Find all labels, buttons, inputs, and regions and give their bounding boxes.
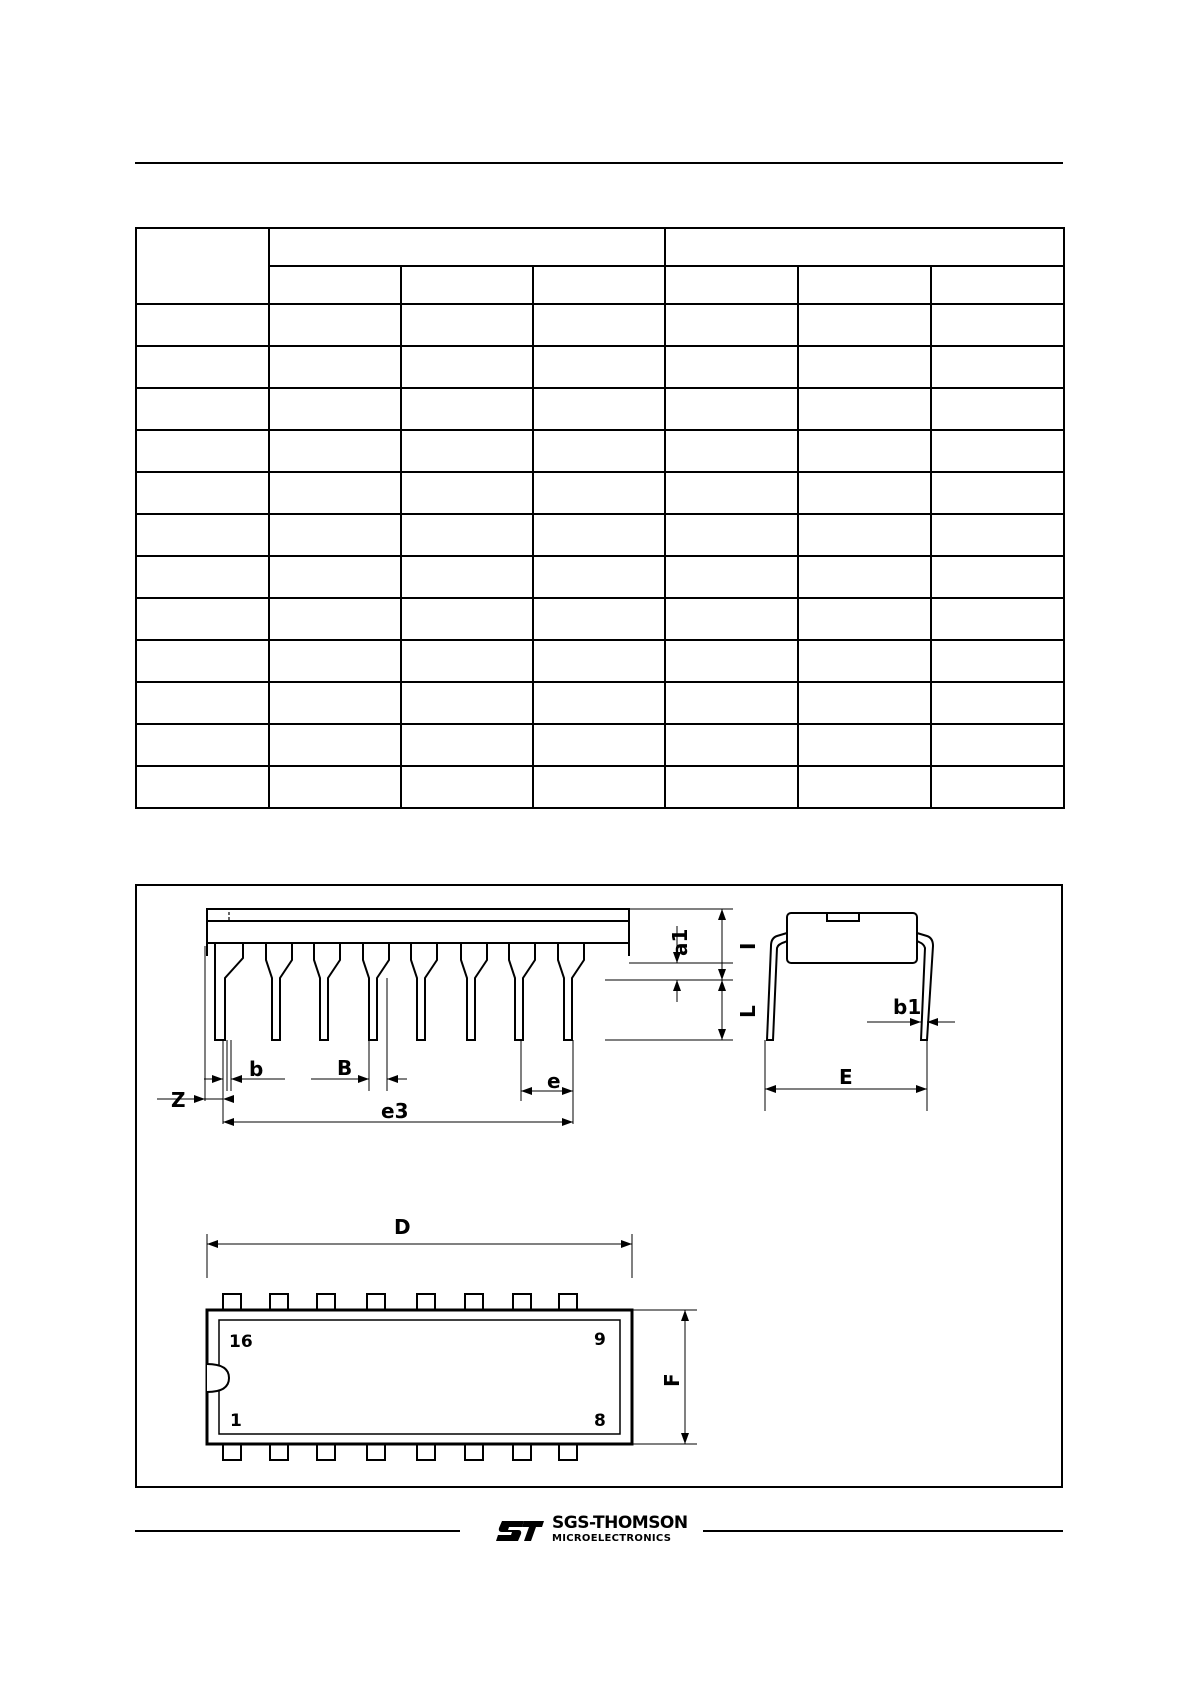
table-cell: [136, 514, 269, 556]
table-cell: [798, 682, 931, 724]
label-b1: b1: [893, 995, 922, 1019]
table-cell: [533, 388, 665, 430]
top-view-notch: [207, 1364, 229, 1392]
side-view-lead: [461, 943, 487, 1040]
table-row: [136, 388, 1064, 430]
table-cell: [665, 304, 798, 346]
side-view-lead: [509, 943, 535, 1040]
bottom-pad: [513, 1444, 531, 1460]
table-row: [136, 682, 1064, 724]
table-cell: [665, 388, 798, 430]
top-pad: [417, 1294, 435, 1310]
brand-subtitle: MICROELECTRONICS: [552, 1533, 672, 1544]
label-e: e: [547, 1069, 561, 1093]
side-view-lead: [266, 943, 292, 1040]
table-row: [136, 472, 1064, 514]
st-logo-icon: [494, 1517, 546, 1545]
label-L: L: [736, 1005, 760, 1018]
bottom-pad: [270, 1444, 288, 1460]
side-view-lead: [558, 943, 584, 1040]
table-cell: [665, 430, 798, 472]
table-cell: [401, 514, 533, 556]
table-cell: [931, 766, 1064, 808]
label-e3: e3: [381, 1099, 409, 1123]
bottom-pad: [465, 1444, 483, 1460]
top-pad: [223, 1294, 241, 1310]
table-cell: [269, 346, 401, 388]
label-a1: a1: [668, 928, 692, 956]
table-cell: [401, 682, 533, 724]
table-cell: [798, 388, 931, 430]
table-cell: [269, 304, 401, 346]
table-cell: [136, 682, 269, 724]
top-pad: [559, 1294, 577, 1310]
table-cell: [136, 598, 269, 640]
table-cell: [798, 766, 931, 808]
table-cell: [665, 682, 798, 724]
table-cell: [136, 472, 269, 514]
table-cell: [798, 346, 931, 388]
table-cell: [798, 724, 931, 766]
table-cell: [269, 682, 401, 724]
footer-rule-left: [135, 1530, 460, 1532]
table-cell: [269, 430, 401, 472]
table-cell: [798, 514, 931, 556]
bottom-pad: [417, 1444, 435, 1460]
bottom-pad: [559, 1444, 577, 1460]
table-row: [136, 430, 1064, 472]
pin-label-16: 16: [229, 1332, 253, 1352]
table-subheader-row: [136, 266, 1064, 304]
table-cell: [401, 472, 533, 514]
bottom-pad: [317, 1444, 335, 1460]
pin-label-1: 1: [230, 1411, 242, 1431]
end-view-lead-right: [917, 933, 933, 1040]
table-cell: [798, 598, 931, 640]
mm-typ-header: [401, 266, 533, 304]
table-cell: [136, 430, 269, 472]
table-cell: [269, 514, 401, 556]
side-view-lead: [363, 943, 389, 1040]
table-cell: [931, 682, 1064, 724]
label-Z: Z: [171, 1088, 186, 1112]
table-cell: [931, 346, 1064, 388]
label-D: D: [394, 1215, 411, 1239]
table-cell: [401, 304, 533, 346]
label-E: E: [839, 1065, 853, 1089]
header-rule: [135, 162, 1063, 164]
table-cell: [533, 598, 665, 640]
pin-label-9: 9: [594, 1330, 606, 1350]
table-cell: [931, 556, 1064, 598]
table-row: [136, 556, 1064, 598]
table-cell: [533, 556, 665, 598]
table-cell: [665, 514, 798, 556]
side-view-lead: [314, 943, 340, 1040]
table-cell: [533, 514, 665, 556]
table-cell: [931, 514, 1064, 556]
inch-min-header: [665, 266, 798, 304]
table-cell: [269, 766, 401, 808]
table-cell: [401, 598, 533, 640]
top-view-pads: [223, 1294, 577, 1460]
label-B: B: [337, 1056, 353, 1080]
table-cell: [665, 724, 798, 766]
side-view-lead: [411, 943, 437, 1040]
mm-min-header: [269, 266, 401, 304]
table-cell: [533, 682, 665, 724]
table-cell: [533, 640, 665, 682]
table-cell: [665, 598, 798, 640]
footer-rule-right: [703, 1530, 1063, 1532]
table-cell: [798, 472, 931, 514]
inch-typ-header: [798, 266, 931, 304]
package-outline-svg: [137, 886, 1061, 1486]
table-cell: [533, 472, 665, 514]
top-pad: [270, 1294, 288, 1310]
table-cell: [136, 640, 269, 682]
table-cell: [533, 346, 665, 388]
table-cell: [269, 724, 401, 766]
table-cell: [269, 472, 401, 514]
table-cell: [798, 430, 931, 472]
table-cell: [931, 640, 1064, 682]
top-view-inner: [219, 1320, 620, 1434]
table-cell: [269, 640, 401, 682]
table-cell: [136, 304, 269, 346]
table-cell: [401, 640, 533, 682]
table-cell: [136, 766, 269, 808]
table-cell: [931, 724, 1064, 766]
table-row: [136, 724, 1064, 766]
table-cell: [665, 640, 798, 682]
table-cell: [401, 766, 533, 808]
table-cell: [136, 556, 269, 598]
table-cell: [136, 388, 269, 430]
table-cell: [533, 430, 665, 472]
table-cell: [931, 472, 1064, 514]
inch-group-header: [665, 228, 1064, 266]
bottom-pad: [223, 1444, 241, 1460]
bottom-pad: [367, 1444, 385, 1460]
table-cell: [798, 556, 931, 598]
top-pad: [317, 1294, 335, 1310]
table-cell: [533, 724, 665, 766]
table-cell: [401, 430, 533, 472]
table-cell: [931, 430, 1064, 472]
table-row: [136, 514, 1064, 556]
top-pad: [513, 1294, 531, 1310]
top-view-body: [207, 1310, 632, 1444]
table-cell: [401, 346, 533, 388]
table-cell: [401, 724, 533, 766]
table-header-row: [136, 228, 1064, 266]
table-cell: [269, 556, 401, 598]
package-drawing: [135, 884, 1063, 1488]
table-row: [136, 766, 1064, 808]
table-cell: [401, 556, 533, 598]
table-cell: [665, 556, 798, 598]
end-view-notch: [827, 913, 859, 921]
table-cell: [533, 766, 665, 808]
table-cell: [665, 346, 798, 388]
table-body: [136, 304, 1064, 808]
top-pad: [367, 1294, 385, 1310]
table-cell: [269, 598, 401, 640]
table-row: [136, 640, 1064, 682]
pin1-marker: [207, 909, 229, 921]
table-cell: [931, 304, 1064, 346]
table-cell: [136, 346, 269, 388]
label-F: F: [660, 1373, 684, 1387]
table-cell: [665, 472, 798, 514]
table-cell: [401, 388, 533, 430]
table-cell: [533, 304, 665, 346]
table-cell: [798, 304, 931, 346]
label-I: I: [736, 942, 760, 950]
side-view-body: [207, 909, 629, 943]
label-b: b: [249, 1057, 264, 1081]
mm-group-header: [269, 228, 665, 266]
side-view-lead: [215, 943, 243, 1040]
table-row: [136, 346, 1064, 388]
table-cell: [269, 388, 401, 430]
mm-max-header: [533, 266, 665, 304]
dimensions-table: [135, 227, 1065, 809]
footer-logo: [494, 1513, 694, 1549]
pin-label-8: 8: [594, 1411, 606, 1431]
end-view-lead-left: [767, 933, 787, 1040]
dim-header-cell: [136, 228, 269, 304]
table-row: [136, 304, 1064, 346]
table-cell: [931, 388, 1064, 430]
table-cell: [136, 724, 269, 766]
table-cell: [798, 640, 931, 682]
table-cell: [665, 766, 798, 808]
inch-max-header: [931, 266, 1064, 304]
brand-name: SGS-THOMSON: [552, 1513, 688, 1533]
side-view-leads: [215, 943, 584, 1040]
top-pad: [465, 1294, 483, 1310]
table-cell: [931, 598, 1064, 640]
table-row: [136, 598, 1064, 640]
